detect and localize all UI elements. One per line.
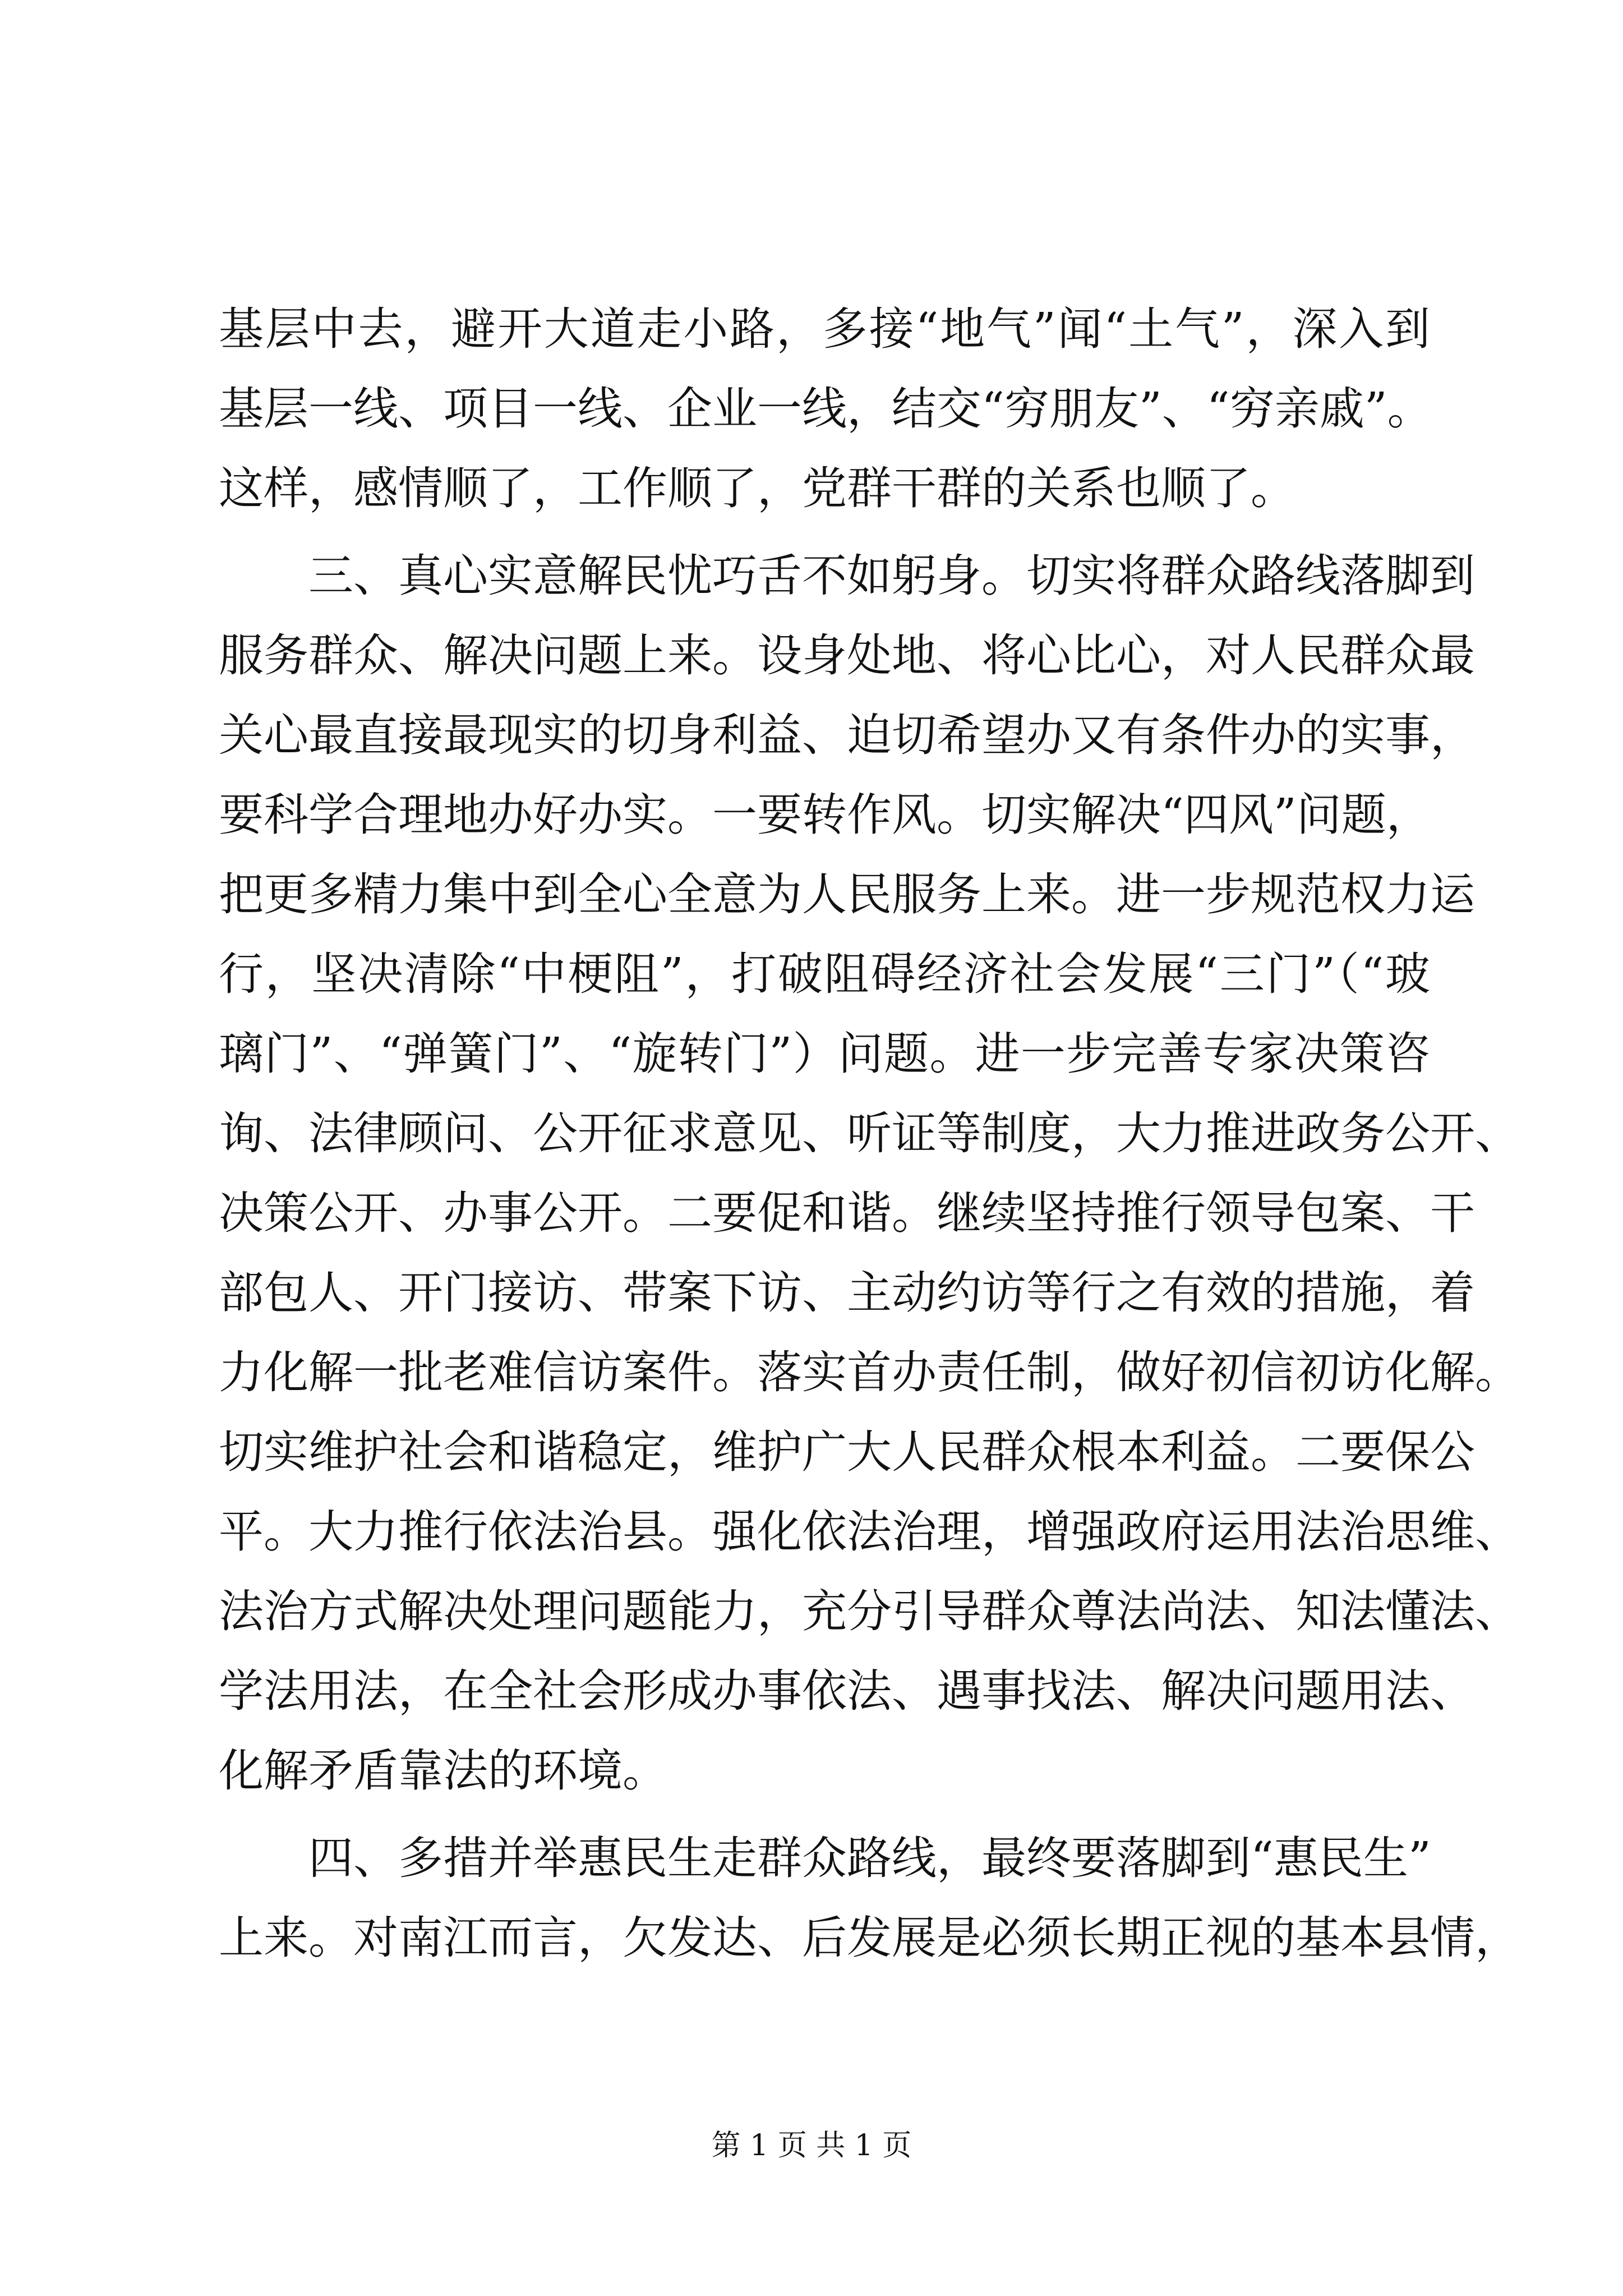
text-line: 法治方式解决处理问题能力，充分引导群众尊法尚法、知法懂法、 — [219, 1585, 1520, 1637]
text-line: 询、法律顾问、公开征求意见、听证等制度，大力推进政务公开、 — [219, 1107, 1520, 1159]
text-line: 平。大力推行依法治县。强化依法治理，增强政府运用法治思维、 — [219, 1506, 1520, 1558]
text-line: 决策公开、办事公开。二要促和谐。继续坚持推行领导包案、干 — [219, 1187, 1475, 1239]
text-line: 部包人、开门接访、带案下访、主动约访等行之有效的措施，着 — [219, 1267, 1475, 1319]
page-number-footer: 第 1 页 共 1 页 — [711, 2129, 912, 2162]
text-line: 行，坚决清除“中梗阻”，打破阻碍经济社会发展“三门”（“玻 — [219, 948, 1430, 1000]
text-line: 基层一线、项目一线、企业一线，结交“穷朋友”、“穷亲戚”。 — [219, 383, 1432, 435]
text-line: 璃门”、“弹簧门”、“旋转门”）问题。进一步完善专家决策咨 — [219, 1028, 1430, 1080]
text-line: 化解矛盾靠法的环境。 — [219, 1745, 667, 1797]
text-line: 四、多措并举惠民生走群众路线，最终要落脚到“惠民生” — [219, 1832, 1431, 1884]
text-line: 这样，感情顺了，工作顺了，党群干群的关系也顺了。 — [219, 462, 1295, 514]
text-line: 学法用法，在全社会形成办事依法、遇事找法、解决问题用法、 — [219, 1665, 1475, 1717]
text-line: 要科学合理地办好办实。一要转作风。切实解决“四风”问题， — [219, 789, 1431, 841]
text-line: 力化解一批老难信访案件。落实首办责任制，做好初信初访化解。 — [219, 1346, 1520, 1398]
text-line: 上来。对南江而言，欠发达、后发展是必须长期正视的基本县情， — [219, 1912, 1520, 1964]
text-line: 关心最直接最现实的切身利益、迫切希望办又有条件办的实事， — [219, 709, 1475, 761]
text-line: 切实维护社会和谐稳定，维护广大人民群众根本利益。二要保公 — [219, 1426, 1475, 1478]
text-line: 服务群众、解决问题上来。设身处地、将心比心，对人民群众最 — [219, 629, 1475, 682]
text-line: 基层中去，避开大道走小路，多接“地气”闻“土气”，深入到 — [219, 303, 1430, 355]
text-line: 把更多精力集中到全心全意为人民服务上来。进一步规范权力运 — [219, 868, 1475, 921]
text-line: 三、真心实意解民忧巧舌不如躬身。切实将群众路线落脚到 — [219, 550, 1475, 602]
